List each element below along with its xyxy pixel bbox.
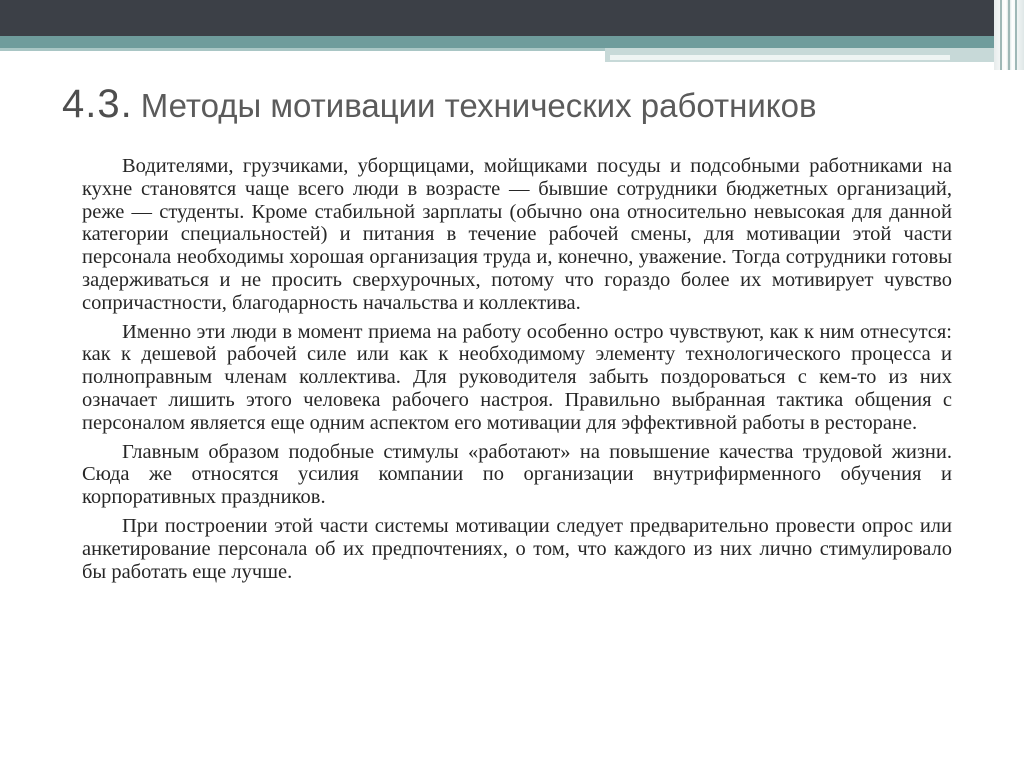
banner-fade-line bbox=[0, 48, 605, 51]
banner-edge-line bbox=[1000, 0, 1002, 70]
body-paragraph: Именно эти люди в момент приема на работу особенно остро чувствуют, как к ним отнесутся: как к дешевой рабочей силе или как к необходимому элементу технологического процесса и полноправным членам коллектива. Для руководителя забыть поздороваться с кем-то из них означает лишить этого человека рабочего настроя. Правильно выбранная тактика общения с персоналом является еще одним аспектом его мотивации для эффективной работы в ресторане. bbox=[82, 320, 952, 434]
banner-dark-band bbox=[0, 0, 1024, 36]
banner-teal-band bbox=[0, 36, 1024, 48]
slide-title bbox=[62, 82, 982, 127]
slide-title-number: 4.3. bbox=[62, 82, 133, 126]
slide-title-text: Методы мотивации технических работников bbox=[140, 87, 817, 124]
body-paragraph: Главным образом подобные стимулы «работают» на повышение качества трудовой жизни. Сюда же относятся усилия компании по организации внутрифирменного обучения и корпоративных праздников. bbox=[82, 440, 952, 509]
banner-edge-line bbox=[1015, 0, 1017, 70]
slide-body bbox=[82, 155, 952, 589]
banner-white-strip bbox=[610, 55, 950, 60]
banner-edge-line bbox=[1008, 0, 1010, 70]
body-paragraph: Водителями, грузчиками, уборщицами, мойщиками посуды и подсобными работниками на кухне становятся чаще всего люди в возрасте — бывшие сотрудники бюджетных организаций, реже — студенты. Кроме стабильной зарплаты (обычно она относительно невысокая для данной категории специальностей) и питания в течение рабочей смены, для мотивации этой части персонала необходимы хорошая организация труда и, конечно, уважение. Тогда сотрудники готовы задерживаться и не просить сверхурочных, потому что гораздо более их мотивирует чувство сопричастности, благодарность начальства и коллектива. bbox=[82, 155, 952, 314]
body-paragraph: При построении этой части системы мотивации следует предварительно провести опрос или анкетирование персонала об их предпочтениях, о том, что каждого из них лично стимулировало бы работать еще лучше. bbox=[82, 514, 952, 583]
